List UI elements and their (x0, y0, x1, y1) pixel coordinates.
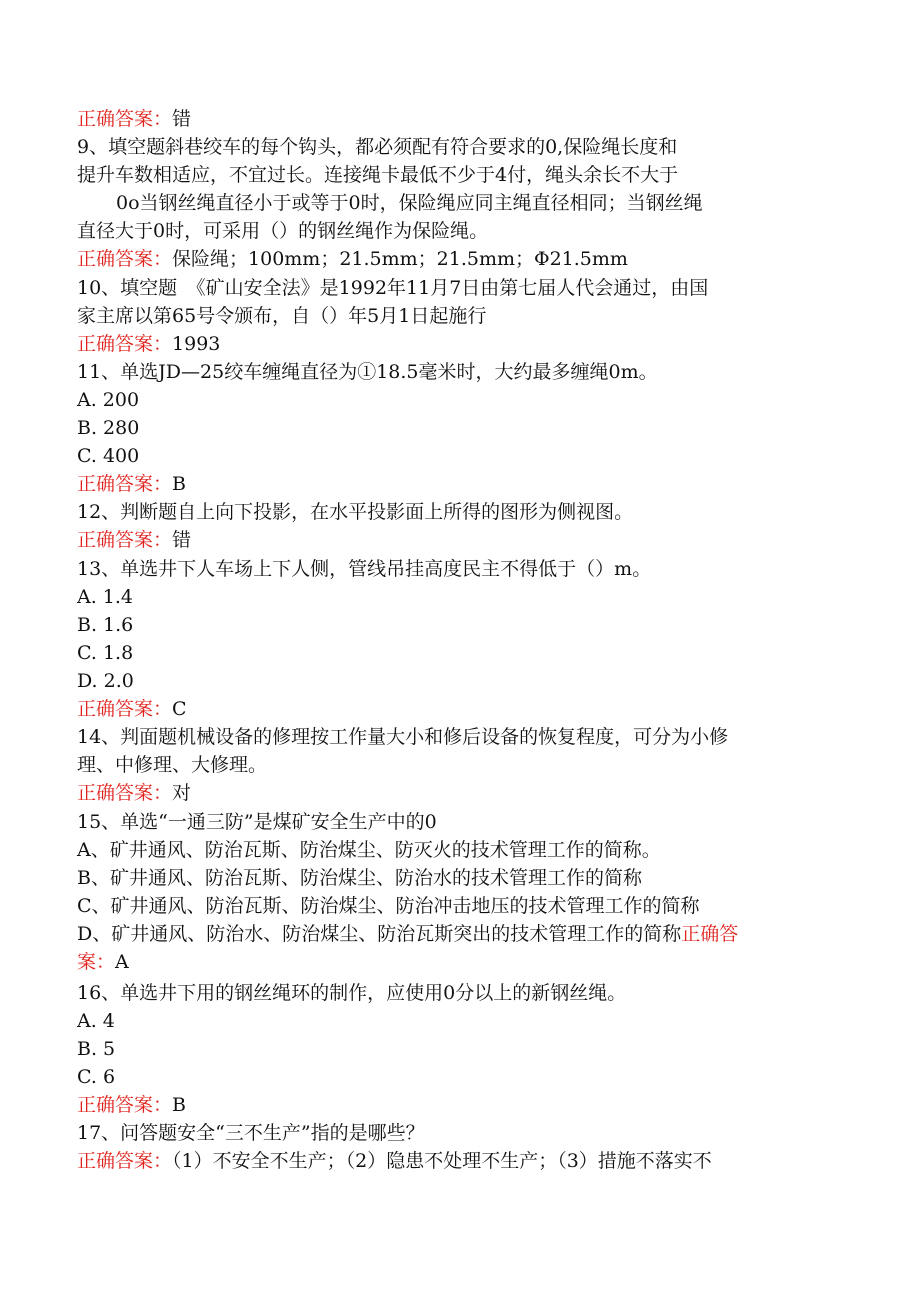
question-11-line-1: 11、单选JD—25绞车缠绳直径为①18.5毫米时，大约最多缠绳0m。 (77, 361, 658, 383)
question-14-line-2: 理、中修理、大修理。 (77, 754, 268, 776)
answer-line-17 (77, 1148, 712, 1174)
answer-value: 对 (172, 782, 192, 804)
answer-line-16 (77, 1092, 186, 1118)
answer-value: 1993 (172, 333, 221, 355)
question-17-line-1: 17、问答题安全“三不生产”指的是哪些？ (77, 1122, 425, 1144)
option-15-d-text: D、矿井通风、防治水、防治煤尘、防治瓦斯突出的技术管理工作的简称 (77, 923, 682, 945)
answer-line-10 (77, 331, 220, 357)
answer-value: B (172, 1094, 186, 1116)
question-12-line-1: 12、判断题自上向下投影，在水平投影面上所得的图形为侧视图。 (77, 501, 634, 523)
answer-line-12 (77, 527, 191, 553)
answer-line-14 (77, 780, 191, 806)
option-15-a: A、矿井通风、防治瓦斯、防治煤尘、防灭火的技术管理工作的简称。 (77, 839, 661, 861)
option-13-a: A. 1.4 (77, 586, 134, 608)
question-9-line-1: 9、填空题斜巷绞车的每个钩头，都必须配有符合要求的0,保险绳长度和 (77, 136, 678, 158)
answer-label: 正确答案： (77, 529, 173, 551)
option-11-a: A. 200 (77, 389, 140, 411)
answer-value: 错 (172, 108, 192, 130)
question-10-line-1: 10、填空题 《矿山安全法》是1992年11月7日由第七届人代会通过，由国 (77, 277, 709, 299)
answer-value: 保险绳；100mm；21.5mm；21.5mm；Φ21.5mm (172, 248, 628, 270)
answer-value: C (172, 698, 187, 720)
question-9-line-3: 0o当钢丝绳直径小于或等于0时，保险绳应同主绳直径相同；当钢丝绳 (116, 192, 703, 214)
answer-line-9 (77, 246, 628, 272)
answer-value: B (172, 473, 186, 495)
question-16-line-1: 16、单选井下用的钢丝绳环的制作，应使用0分以上的新钢丝绳。 (77, 982, 627, 1004)
question-9-line-4: 直径大于0时，可采用（）的钢丝绳作为保险绳。 (77, 220, 489, 242)
option-15-c: C、矿井通风、防治瓦斯、防治煤尘、防治冲击地压的技术管理工作的简称 (77, 895, 700, 917)
option-15-d (77, 921, 738, 947)
option-11-c: C. 400 (77, 445, 140, 467)
option-13-c: C. 1.8 (77, 642, 134, 664)
answer-line-15 (77, 949, 129, 975)
answer-label: 正确答案： (77, 248, 173, 270)
option-13-b: B. 1.6 (77, 614, 134, 636)
option-16-a: A. 4 (77, 1010, 115, 1032)
answer-line-11 (77, 471, 186, 497)
question-9-line-2: 提升车数相适应，不宜过长。连接绳卡最低不少于4付，绳头余长不大于 (77, 164, 679, 186)
answer-label-part-2: 案： (77, 951, 116, 973)
answer-label: 正确答案： (77, 782, 173, 804)
option-16-c: C. 6 (77, 1066, 116, 1088)
answer-label-part-1: 正确答 (681, 923, 739, 945)
question-14-line-1: 14、判面题机械设备的修理按工作量大小和修后设备的恢复程度，可分为小修 (77, 726, 729, 748)
answer-label: 正确答案： (77, 698, 173, 720)
answer-line-8 (77, 106, 191, 132)
answer-value: （1）不安全不生产；（2）隐患不处理不生产；（3）措施不落实不 (172, 1150, 712, 1172)
question-10-line-2: 家主席以第65号令颁布，自（）年5月1日起施行 (77, 305, 487, 327)
answer-label: 正确答案： (77, 473, 173, 495)
question-15-line-1: 15、单选“一通三防”是煤矿安全生产中的0 (77, 811, 437, 833)
option-13-d: D. 2.0 (77, 670, 134, 692)
answer-label: 正确答案： (77, 108, 173, 130)
answer-label: 正确答案： (77, 1094, 173, 1116)
answer-line-13 (77, 696, 187, 722)
answer-label: 正确答案： (77, 333, 173, 355)
option-15-b: B、矿井通风、防治瓦斯、防治煤尘、防治水的技术管理工作的简称 (77, 867, 642, 889)
answer-value: 错 (172, 529, 192, 551)
answer-label: 正确答案： (77, 1150, 173, 1172)
answer-value: A (115, 951, 129, 973)
option-16-b: B. 5 (77, 1038, 116, 1060)
question-13-line-1: 13、单选井下人车场上下人侧，管线吊挂高度民主不得低于（）m。 (77, 558, 652, 580)
option-11-b: B. 280 (77, 417, 140, 439)
